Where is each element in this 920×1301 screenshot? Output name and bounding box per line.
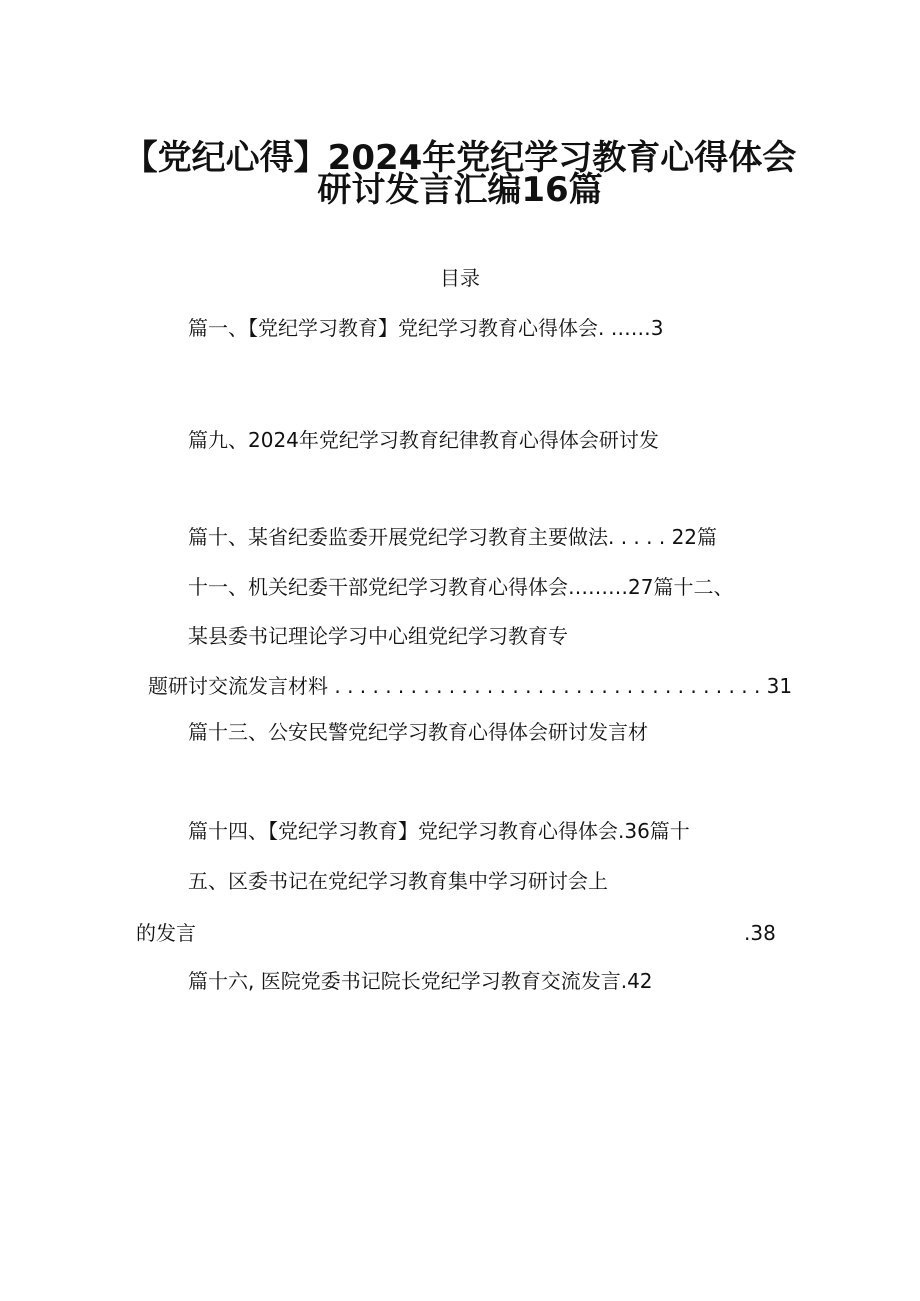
toc-entry: 题研讨交流发言材料 . . . . . . . . . . . . . . . . . . . . . . . . . . . . . . . . . . 31 [148,674,793,698]
toc-entry: 五、区委书记在党纪学习教育集中学习研讨会上 [188,869,608,893]
toc-entry: 篇十、某省纪委监委开展党纪学习教育主要做法. . . . . 22篇 [188,525,718,549]
toc-entry: 十一、机关纪委干部党纪学习教育心得体会………27篇十二、 [188,575,734,599]
toc-entry: 篇十四、【党纪学习教育】党纪学习教育心得体会.36篇十 [188,819,690,843]
toc-entry: 篇九、2024年党纪学习教育纪律教育心得体会研讨发 [188,428,659,452]
toc-entry: 篇十六, 医院党委书记院长党纪学习教育交流发言.42 [188,969,653,993]
document-title-line-1: 【党纪心得】2024年党纪学习教育心得体会 [123,138,797,178]
toc-heading: 目录 [440,266,480,290]
document-title-line-2: 研讨发言汇编16篇 [317,170,603,210]
toc-entry: 某县委书记理论学习中心组党纪学习教育专 [188,624,568,648]
toc-entry: 的发言 [136,921,196,945]
toc-entry: 篇十三、公安民警党纪学习教育心得体会研讨发言材 [188,720,648,744]
toc-page-number: .38 [744,921,776,945]
toc-entry: 篇一、【党纪学习教育】党纪学习教育心得体会. ……3 [188,316,664,340]
